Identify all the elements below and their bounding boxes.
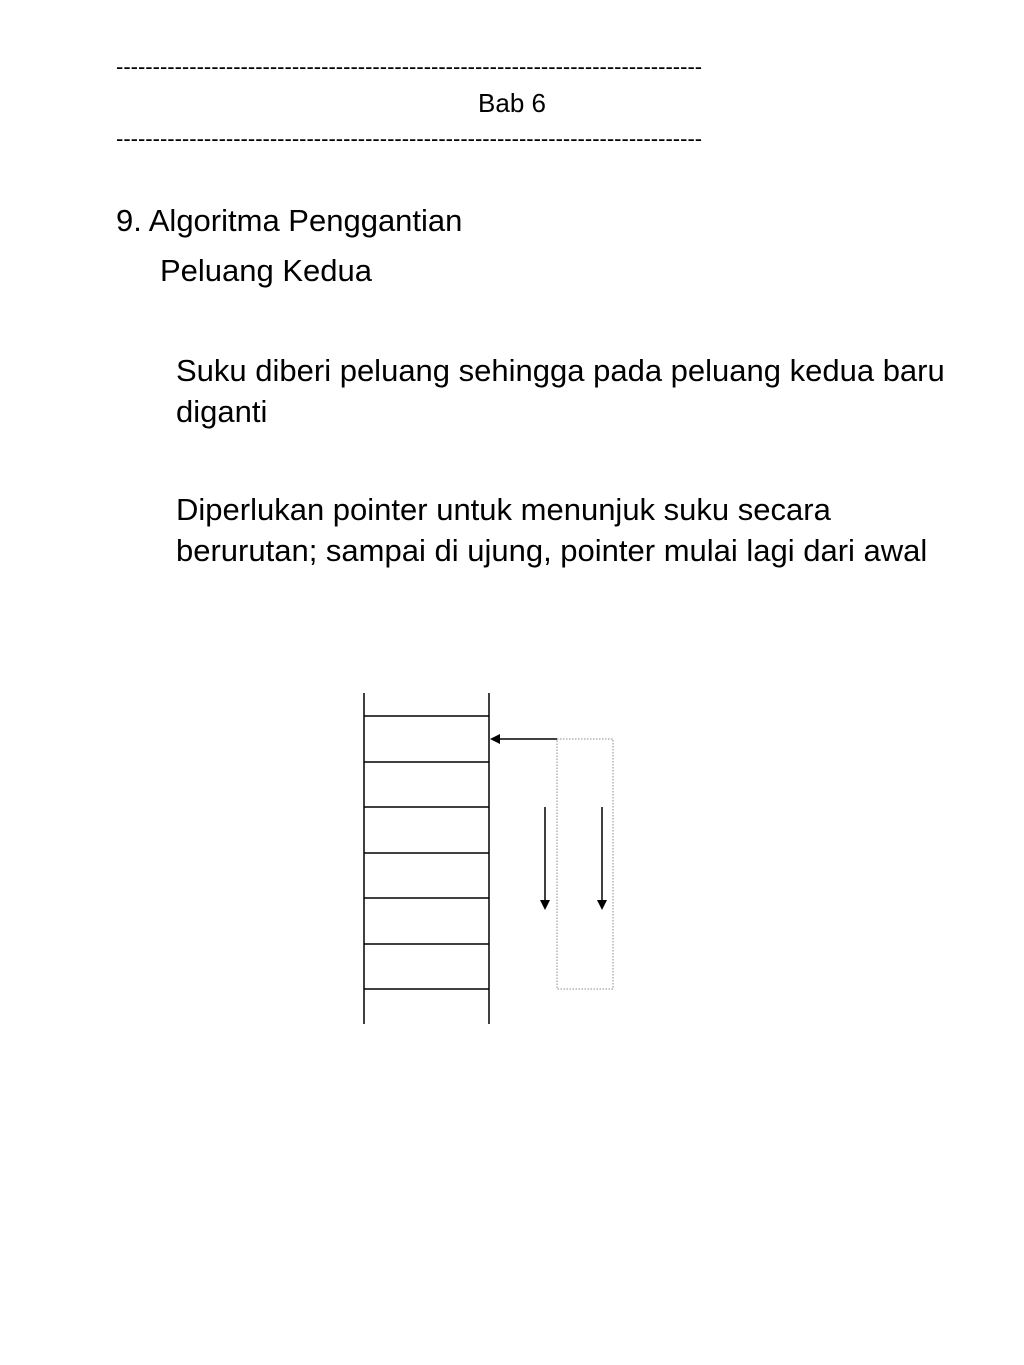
pointer-box xyxy=(557,739,613,989)
header-rule-bottom: -------------------------------------------------------------------------------- xyxy=(116,126,703,151)
paragraph-pointer: Diperlukan pointer untuk menunjuk suku secara berurutan; sampai di ujung, pointer mulai lagi dari awal xyxy=(176,492,928,568)
paragraph-second-chance: Suku diberi peluang sehingga pada peluang kedua baru diganti xyxy=(176,353,945,429)
chapter-title: Bab 6 xyxy=(478,88,546,118)
header-rule-top: -------------------------------------------------------------------------------- xyxy=(116,54,703,79)
section-heading-line-2: Peluang Kedua xyxy=(160,253,373,288)
page-table xyxy=(364,693,489,1024)
section-heading-line-1: 9. Algoritma Penggantian xyxy=(116,203,463,238)
